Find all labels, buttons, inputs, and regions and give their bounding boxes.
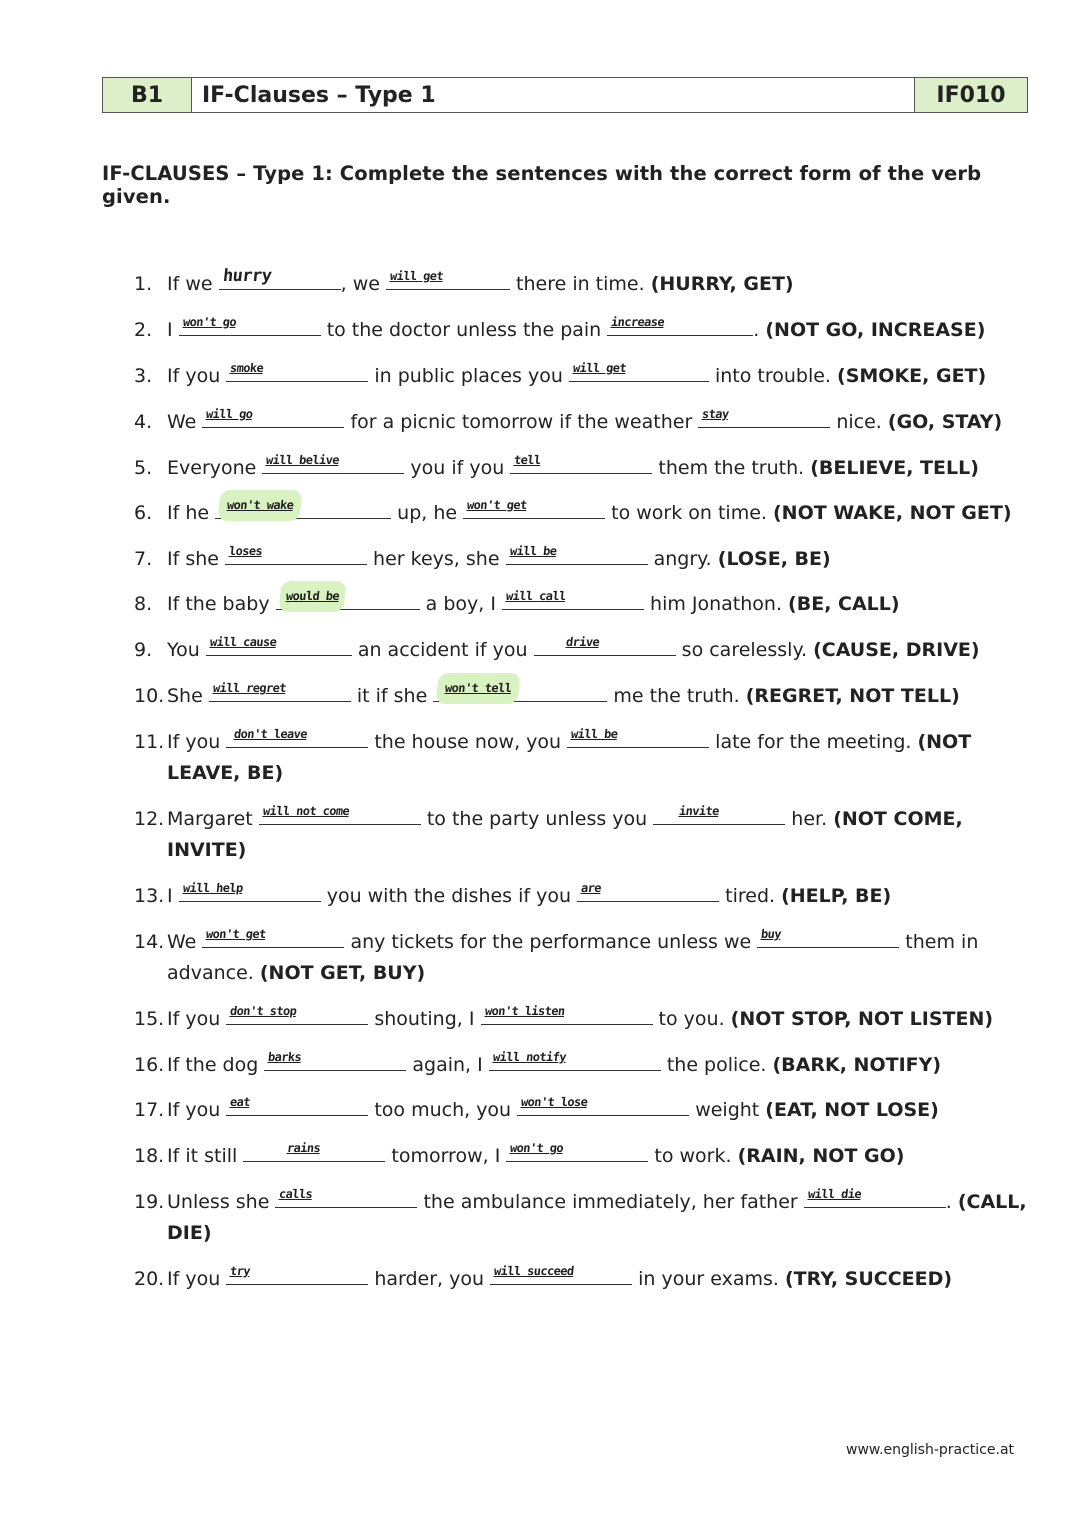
exercise-item: 2. I won't go to the doctor unless the pain increase . (NOT GO, INCREASE) [134, 314, 1034, 346]
exercise-item: 9. You will cause an accident if you drive so carelessly. (CAUSE, DRIVE) [134, 634, 1034, 666]
item-number: 1. [134, 273, 153, 295]
answer-field[interactable]: try [226, 1263, 368, 1285]
verb-hint-continued: DIE) [167, 1222, 212, 1244]
exercise-item: 16. If the dog barks again, I will notify the police. (BARK, NOTIFY) [134, 1049, 1034, 1081]
answer-field[interactable]: loses [225, 543, 367, 565]
answer-field[interactable]: won't wake [215, 497, 391, 519]
answer-field[interactable]: will go [202, 406, 344, 428]
answer-field[interactable]: are [577, 880, 719, 902]
item-number: 19. [134, 1191, 165, 1213]
answer-field[interactable]: will be [506, 543, 648, 565]
answer-field[interactable]: will cause [206, 634, 352, 656]
item-number: 14. [134, 931, 165, 953]
answer-field[interactable]: won't get [463, 497, 605, 519]
item-number: 4. [134, 411, 153, 433]
verb-hint: (NOT WAKE, NOT GET) [773, 502, 1012, 524]
level-badge: B1 [103, 78, 192, 112]
verb-hint: (NOT GET, BUY) [259, 962, 426, 984]
answer-field[interactable]: smoke [226, 360, 368, 382]
item-number: 16. [134, 1054, 165, 1076]
exercise-item: 11. If you don't leave the house now, you will be late for the meeting. (NOT LEAVE, BE) [134, 726, 1034, 789]
item-number: 20. [134, 1268, 165, 1290]
exercise-item: 4. We will go for a picnic tomorrow if the weather stay nice. (GO, STAY) [134, 406, 1034, 438]
answer-field[interactable]: will die [804, 1186, 946, 1208]
answer-field[interactable]: will call [502, 588, 644, 610]
verb-hint: (TRY, SUCCEED) [784, 1268, 953, 1290]
item-number: 7. [134, 548, 153, 570]
exercise-item: 6. If he won't wake up, he won't get to work on time. (NOT WAKE, NOT GET) [134, 497, 1034, 529]
answer-field[interactable]: will get [569, 360, 709, 382]
verb-hint: (GO, STAY) [887, 411, 1003, 433]
answer-field[interactable]: drive [534, 634, 676, 656]
answer-field[interactable]: will succeed [490, 1263, 632, 1285]
answer-field[interactable]: won't get [202, 926, 344, 948]
instructions: IF-CLAUSES – Type 1: Complete the sentences with the correct form of the verb given. [102, 162, 982, 208]
item-number: 13. [134, 885, 165, 907]
verb-hint: (LOSE, BE) [717, 548, 831, 570]
exercise-item: 17. If you eat too much, you won't lose weight (EAT, NOT LOSE) [134, 1094, 1034, 1126]
exercise-item: 12. Margaret will not come to the party unless you invite her. (NOT COME, INVITE) [134, 803, 1034, 866]
item-number: 5. [134, 457, 153, 479]
answer-field[interactable]: invite [653, 803, 785, 825]
answer-field[interactable]: will get [386, 268, 510, 290]
exercise-item: 5. Everyone will belive you if you tell them the truth. (BELIEVE, TELL) [134, 452, 1034, 484]
answer-field[interactable]: will not come [259, 803, 421, 825]
answer-field[interactable]: won't tell [433, 680, 607, 702]
verb-hint: (SMOKE, GET) [837, 365, 987, 387]
item-number: 12. [134, 808, 165, 830]
answer-field[interactable]: will notify [489, 1049, 661, 1071]
answer-field[interactable]: tell [510, 452, 652, 474]
verb-hint: (RAIN, NOT GO) [737, 1145, 905, 1167]
exercise-item: 8. If the baby would be a boy, I will call him Jonathon. (BE, CALL) [134, 588, 1034, 620]
verb-hint-continued: INVITE) [167, 839, 247, 861]
answer-field[interactable]: hurry [219, 268, 341, 290]
verb-hint: (BARK, NOTIFY) [772, 1054, 942, 1076]
verb-hint: (BE, CALL) [788, 593, 900, 615]
exercise-item: 15. If you don't stop shouting, I won't listen to you. (NOT STOP, NOT LISTEN) [134, 1003, 1034, 1035]
exercise-item: 13. I will help you with the dishes if you are tired. (HELP, BE) [134, 880, 1034, 912]
exercise-item: 3. If you smoke in public places you will get into trouble. (SMOKE, GET) [134, 360, 1034, 392]
item-number: 11. [134, 731, 165, 753]
verb-hint: (CAUSE, DRIVE) [813, 639, 980, 661]
worksheet-code: IF010 [914, 78, 1027, 112]
answer-field[interactable]: will be [567, 726, 709, 748]
answer-field[interactable]: won't go [179, 314, 321, 336]
verb-hint: (CALL, [957, 1191, 1027, 1213]
answer-field[interactable]: won't lose [517, 1094, 689, 1116]
answer-field[interactable]: buy [757, 926, 899, 948]
item-number: 6. [134, 502, 153, 524]
verb-hint: (HURRY, GET) [650, 273, 794, 295]
verb-hint: (HELP, BE) [781, 885, 892, 907]
verb-hint: (REGRET, NOT TELL) [745, 685, 960, 707]
item-number: 15. [134, 1008, 165, 1030]
item-number: 3. [134, 365, 153, 387]
answer-field[interactable]: barks [264, 1049, 406, 1071]
verb-hint: (NOT GO, INCREASE) [765, 319, 986, 341]
item-number: 8. [134, 593, 153, 615]
verb-hint-continued: LEAVE, BE) [167, 762, 284, 784]
verb-hint: (NOT COME, [833, 808, 963, 830]
item-number: 17. [134, 1099, 165, 1121]
verb-hint: (NOT [917, 731, 972, 753]
exercise-item: 10. She will regret it if she won't tell me the truth. (REGRET, NOT TELL) [134, 680, 1034, 712]
item-number: 2. [134, 319, 153, 341]
exercise-item: 19. Unless she calls the ambulance immediately, her father will die . (CALL, DIE) [134, 1186, 1034, 1249]
exercise-item: 18. If it still rains tomorrow, I won't go to work. (RAIN, NOT GO) [134, 1140, 1034, 1172]
verb-hint: (BELIEVE, TELL) [810, 457, 979, 479]
footer-url: www.english-practice.at [846, 1442, 1015, 1458]
answer-field[interactable]: will help [179, 880, 321, 902]
worksheet-title: IF-Clauses – Type 1 [202, 82, 436, 108]
answer-field[interactable]: will regret [209, 680, 351, 702]
answer-field[interactable]: calls [275, 1186, 417, 1208]
exercise-item: 14. We won't get any tickets for the performance unless we buy them in advance. (NOT GET, BUY) [134, 926, 1034, 989]
answer-field[interactable]: eat [226, 1094, 368, 1116]
answer-field[interactable]: don't leave [226, 726, 368, 748]
item-number: 18. [134, 1145, 165, 1167]
answer-field[interactable]: would be [276, 588, 420, 610]
verb-hint: (EAT, NOT LOSE) [765, 1099, 939, 1121]
exercise-item: 7. If she loses her keys, she will be angry. (LOSE, BE) [134, 543, 1034, 575]
item-number: 9. [134, 639, 153, 661]
answer-field[interactable]: increase [607, 314, 753, 336]
answer-field[interactable]: don't stop [226, 1003, 368, 1025]
answer-field[interactable]: rains [243, 1140, 385, 1162]
sentence-continued: advance. (NOT GET, BUY) [167, 962, 426, 984]
verb-hint: (NOT STOP, NOT LISTEN) [730, 1008, 994, 1030]
answer-field[interactable]: won't listen [481, 1003, 653, 1025]
exercise-item: 1. If we hurry , we will get there in time. (HURRY, GET) [134, 268, 1034, 300]
answer-field[interactable]: stay [698, 406, 830, 428]
exercise-item: 20. If you try harder, you will succeed in your exams. (TRY, SUCCEED) [134, 1263, 1034, 1295]
item-number: 10. [134, 685, 165, 707]
answer-field[interactable]: will belive [262, 452, 404, 474]
answer-field[interactable]: won't go [506, 1140, 648, 1162]
